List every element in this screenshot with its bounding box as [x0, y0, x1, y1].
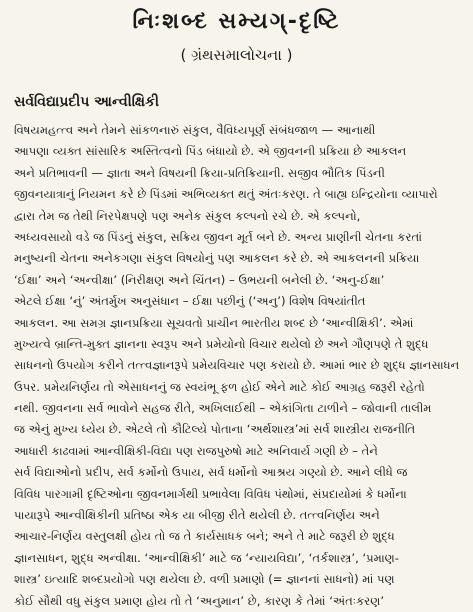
document-title: નિઃશબ્દ સમ્યગ્-દૃષ્ટિ — [132, 9, 341, 34]
text-line: મનુષ્યની ચેતના અનેકગણા સંકુલ વિષયોનું પણ આકલન કરે છે. એ આકલનની પ્રક્રિયા — [14, 251, 420, 266]
text-line: એટલે ઈક્ષા ‘નું’ અંતર્મુખ અનુસંધાન – ઈક્ષા પછીનું (‘અનુ’) વિશેષ વિષયાંતીત — [14, 294, 366, 309]
text-line: જ એનું મુખ્ય ધ્યેય છે. એટલે તો કૌટિલ્યે પોતાના ‘અર્થશાસ્ત્ર’માં સર્વ શાસ્ત્રીય રાજનીતિ — [14, 422, 416, 437]
text-line: આકલન. આ સમગ્ર જ્ઞાનપ્રક્રિયા સૂચવતો પ્રાચીન ભારતીય શબ્દ છે ‘આન્વીક્ષિકી’. એમાં — [14, 315, 414, 330]
text-line: સાધનનો ઉપયોગ કરીને તત્ત્વજ્ઞાનરૂપે પ્રમેયવિચાર પણ કરાયો છે. આમાં ભાર છે શુદ્ધ જ્ઞાનસાધન — [14, 358, 460, 373]
text-line: ‘ઈક્ષા’ અને ‘અન્વીક્ષા’ (નિરીક્ષણ અને ચિંતન) – ઉભયની બનેલી છે. ‘અનુ-ઈક્ષા’ — [14, 272, 385, 287]
text-line: શાસ્ત્ર’ ઇત્યાદિ શબ્દપ્રયોગો પણ થયેલા છે. વળી પ્રમાણો (= જ્ઞાનનાં સાધનો) માં પણ — [14, 572, 395, 587]
text-line: વિષયમહત્ત્વ અને તેમને સાંકળનારું સંકુલ, વૈવિધ્યપૂર્ણ સંબંધજાળ — આનાથી — [14, 123, 376, 137]
text-line: જીવનયાત્રાનું નિયમન કરે છે પિંડમાં અભિવ્યક્ત થતું અંતઃકરણ. તે બાહ્ય ઇન્દ્રિયોના વ્યાપારો — [14, 187, 438, 202]
document-subtitle: ( ગ્રંથસમાલોચના ) — [180, 46, 293, 64]
text-line: વિવિધ પારગામી દૃષ્ટિઓના જીવનમાર્ગથી પ્રભાવેલા વિવિધ પંથોમાં, સંપ્રદાયોમાં કે ધર્મોના — [14, 486, 407, 501]
text-line: દ્વારા તેમ જ તેથી નિરપેક્ષપણે પણ અનેક સંકુલ કલ્પનો રચે છે. એ કલ્પનો, — [14, 208, 361, 223]
text-line: કોઈ સૌથી વધુ સંકુલ પ્રમાણ હોય તો તે ‘અનુમાન’ છે, કારણ કે તેમાં ‘અંતઃકરણ’ — [14, 593, 385, 608]
text-line: અધ્યવસાયો વડે જ પિંડનું સંકુલ, સક્રિય જીવન મૂર્ત બને છે. અન્ય પ્રાણીની ચેતના કરતાં — [14, 229, 422, 244]
text-line: આપણા વ્યક્ત સાંસારિક અસ્તિત્વનો પિંડ બંધાયો છે. એ જીવનની પ્રક્રિયા છે આકલન — [14, 144, 407, 159]
text-line: જ્ઞાનસાધન, શુદ્ધ અન્વીક્ષા. ‘આન્વીક્ષિકી’ માટે જ ‘ન્યાયવિદ્યા’, ‘તર્કશાસ્ત્ર’, ‘પ્રમાણ- — [14, 550, 399, 565]
section-heading: સર્વવિદ્યાપ્રદીપ આન્વીક્ષિકી — [14, 94, 159, 110]
text-line: આધારી કાઢવામાં આન્વીક્ષિકી-વિદ્યા પણ રાજપુરુષો માટે અનિવાર્ય ગણી છે – તેને — [14, 443, 378, 458]
text-line: ઉપર. પ્રમેયનિર્ણય તો એસાધનનું જ સ્વયંભૂ ફળ હોઈ એને માટે કોઈ આગ્રહ જરૂરી રહેતો — [14, 379, 425, 394]
text-line: આચાર-નિર્ણય વસ્તુલક્ષી હોય તો જ તે કાર્યસાધક બને; અને તે માટે જરૂરી છે શુદ્ધ — [14, 529, 395, 544]
text-line: પાયારૂપે આન્વીક્ષિકીની પ્રતિષ્ઠા એક યા બીજી રીતે થયેલી છે. તત્ત્વનિર્ણય અને — [14, 508, 380, 523]
text-line: અને પ્રતિભાવની — જ્ઞાતા અને વિષયની ક્રિયા-પ્રતિક્રિયાની. સજીવ ભૌતિક પિંડની — [14, 165, 385, 180]
body-text — [14, 120, 462, 612]
text-line: મુખ્યત્વે બ્રાન્તિ-મુક્ત જ્ઞાનના સ્વરૂપ અને પ્રમેયોનો વિચાર થયેલો છે અને ગૌણપણે તે શુદ્ધ — [14, 336, 429, 351]
text-line: નથી. જીવનના સર્વ ભાવોને સહજ રીતે, અખિલાઈથી – એકાંગિતા ટાળીને – જોવાની તાલીમ — [14, 401, 432, 416]
text-line: સર્વ વિદ્યાઓનો પ્રદીપ, સર્વ કર્મોનો ઉપાય, સર્વ ધર્મોનો આશ્રય ગણ્યો છે. આને લીધે જ — [14, 465, 408, 480]
